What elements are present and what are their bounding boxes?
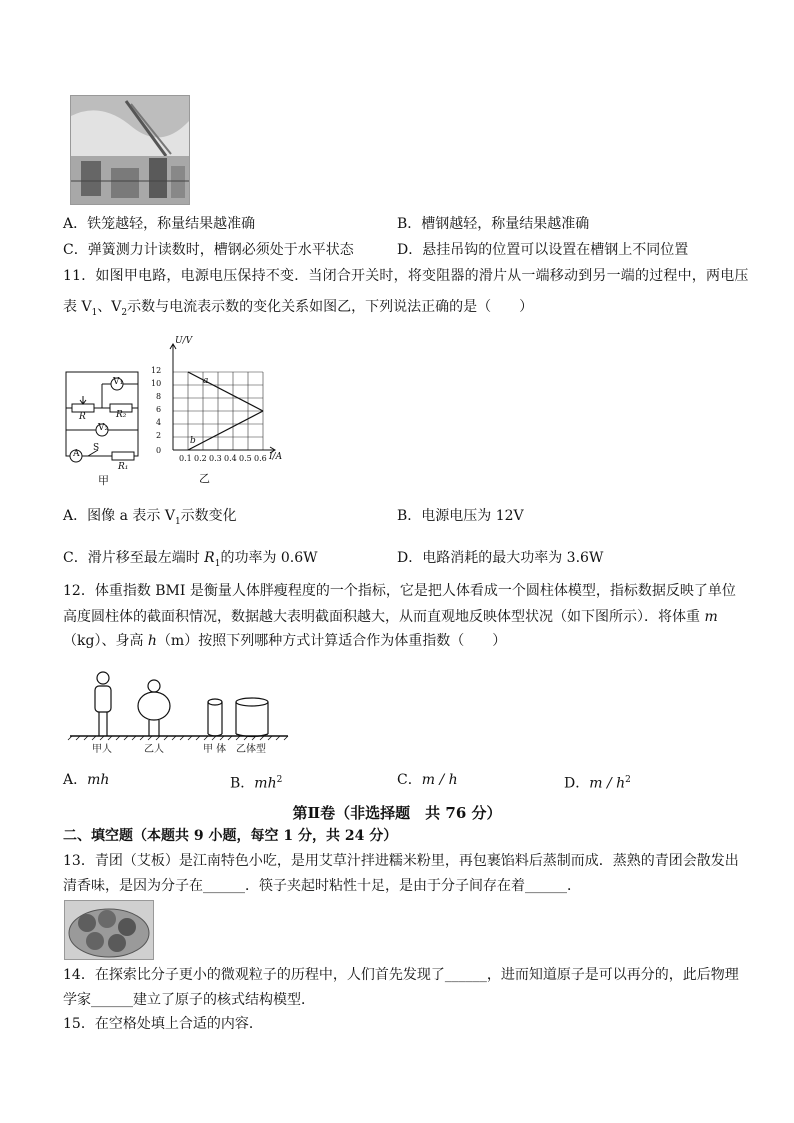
q12-stem-line2: 高度圆柱体的截面积情况，数据越大表明截面积越大，从而直观地反映体型状况（如下图所示）．将体重 m [63,609,718,625]
ytick-6: 6 [156,405,162,414]
ytick-8: 8 [156,392,162,401]
ytick-12: 12 [151,366,162,375]
ytick-0: 0 [156,446,162,455]
body-type-figure [66,664,296,754]
ytick-2: 2 [156,431,162,440]
q11-stem-line2: 表 $V_1$、$V_2$示数与电流表示数的变化关系如图乙，下列说法正确的是（ ） [63,299,534,318]
section-fill-in-title: 二、填空题（本题共 9 小题，每空 1 分，共 24 分） [63,828,398,844]
part2-title: 第Ⅱ卷（非选择题 共 76 分） [292,804,502,822]
q12-option-d: D．m / $h^2$ [564,775,631,792]
ytick-4: 4 [156,418,162,427]
crane-weighing-photo [70,95,190,205]
u-i-graph [145,336,285,486]
r1-label: R₁ [118,462,129,472]
q13-line1: 13．青团（艾板）是江南特色小吃，是用艾草汁拌进糯米粉里，再包裹馅料后蒸制而成．蒸熟的青团会散发出 [63,853,739,869]
q11-stem-line1: 11．如图甲电路，电源电压保持不变．当闭合开关时，将变阻器的滑片从一端移动到另一端的过程中，两电压 [63,268,749,284]
q14-line1: 14．在探索比分子更小的微观粒子的历程中，人们首先发现了______，进而知道原子是可以再分的，此后物理 [63,967,739,983]
xtick-0.1: 0.1 [179,454,192,463]
q12-option-b: B．$mh^2$ [230,775,283,792]
xtick-0.2: 0.2 [194,454,207,463]
qingtuan-photo [64,900,154,960]
xtick-0.3: 0.3 [209,454,222,463]
q10-option-a: A．铁笼越轻，称量结果越准确 [63,216,256,232]
rheostat-label: R [79,412,86,422]
q10-option-c: C．弹簧测力计读数时，槽钢必须处于水平状态 [63,242,354,258]
q11-option-b: B．电源电压为 12V [397,508,524,524]
q10-option-d: D．悬挂吊钩的位置可以设置在槽钢上不同位置 [397,242,689,258]
q11-option-a: A．图像 a 表示 $V_1$示数变化 [63,508,237,527]
fig-label-jia-ti: 甲 体 [203,744,227,755]
v1-label: V₁ [113,377,124,387]
switch-label: S [93,443,100,453]
q12-stem-line1: 12．体重指数 BMI 是衡量人体胖瘦程度的一个指标，它是把人体看成一个圆柱体模型，指标数据反映了单位 [63,583,736,599]
fig-label-yi-tixing: 乙体型 [236,744,266,755]
graph-ylabel: U/V [175,336,193,346]
q13-line2: 清香味，是因为分子在______．筷子夹起时粘性十足，是由于分子间存在着______． [63,878,581,894]
circuit-diagram [62,370,144,488]
q11-option-d: D．电路消耗的最大功率为 3.6W [397,550,604,566]
ammeter-label: A [73,449,80,459]
circuit-caption: 甲 [98,474,109,487]
v2-label: V₂ [98,423,109,433]
q12-stem-line3: （kg）、身高 h（m）按照下列哪种方式计算适合作为体重指数（ ） [63,633,507,649]
fig-label-jia-ren: 甲人 [92,744,112,755]
ytick-10: 10 [151,379,162,388]
q10-option-b: B．槽钢越轻，称量结果越准确 [397,216,590,232]
r2-label: R₂ [116,410,127,420]
q11-option-c: C．滑片移至最左端时 $R_1$的功率为 0.6W [63,550,318,569]
q12-option-a: A．mh [63,772,110,788]
q14-line2: 学家______建立了原子的核式结构模型． [63,992,315,1008]
xtick-0.5: 0.5 [239,454,252,463]
q15-line1: 15．在空格处填上合适的内容． [63,1016,263,1032]
xtick-0.6: 0.6 [254,454,267,463]
graph-xlabel: I/A [269,452,283,462]
xtick-0.4: 0.4 [224,454,237,463]
fig-label-yi-ren: 乙人 [144,744,164,755]
line-a-label: a [203,376,209,386]
q12-option-c: C．m / h [397,772,458,788]
line-b-label: b [190,436,196,446]
graph-caption: 乙 [199,472,210,485]
